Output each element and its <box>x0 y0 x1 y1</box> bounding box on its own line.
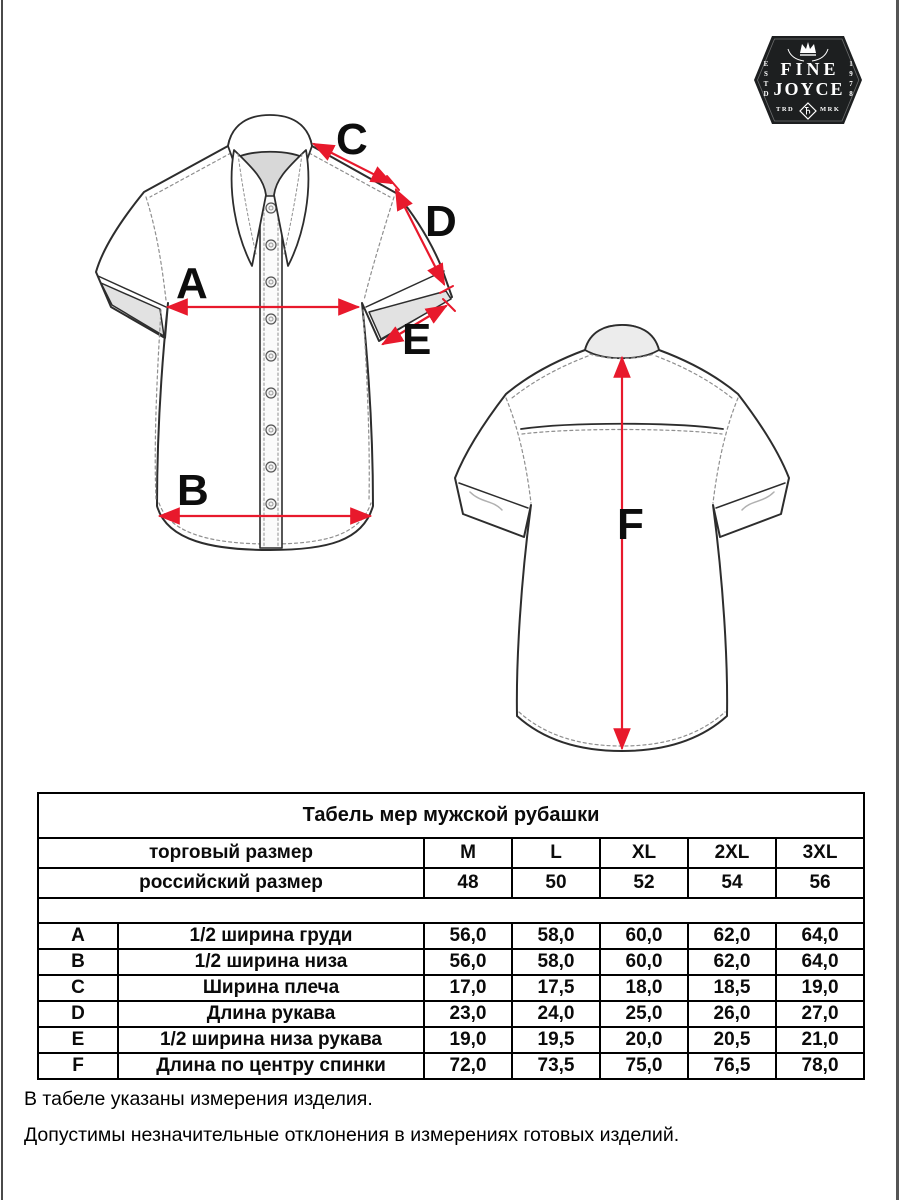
size-header-row <box>38 838 864 868</box>
measure-key: B <box>38 949 118 975</box>
measure-value: 72,0 <box>424 1053 512 1079</box>
footnote-line-2: Допустимы незначительные отклонения в измерениях готовых изделий. <box>24 1124 680 1147</box>
measure-name: 1/2 ширина груди <box>118 923 424 949</box>
table-title: Табель мер мужской рубашки <box>38 793 864 838</box>
measurement-row <box>38 1027 864 1053</box>
measurement-row <box>38 1001 864 1027</box>
measurement-row <box>38 923 864 949</box>
logo-estd: ESTD <box>762 60 770 100</box>
logo-mrk: MRK <box>820 106 841 113</box>
measure-value: 27,0 <box>776 1001 864 1027</box>
footnote-line-1: В табеле указаны измерения изделия. <box>24 1088 373 1110</box>
measure-value: 62,0 <box>688 923 776 949</box>
measure-value: 26,0 <box>688 1001 776 1027</box>
measure-value: 58,0 <box>512 923 600 949</box>
measure-name: 1/2 ширина низа <box>118 949 424 975</box>
size-value: 54 <box>688 868 776 898</box>
logo-name-bottom: JOYCE <box>773 79 845 99</box>
measure-value: 24,0 <box>512 1001 600 1027</box>
measure-value: 56,0 <box>424 949 512 975</box>
measure-value: 19,0 <box>776 975 864 1001</box>
measure-key: D <box>38 1001 118 1027</box>
measure-key: C <box>38 975 118 1001</box>
measure-value: 25,0 <box>600 1001 688 1027</box>
marker-B: B <box>177 466 209 515</box>
marker-C: C <box>336 115 368 164</box>
marker-D: D <box>425 197 457 246</box>
measure-value: 60,0 <box>600 949 688 975</box>
measure-value: 64,0 <box>776 923 864 949</box>
measure-value: 58,0 <box>512 949 600 975</box>
back-collar <box>585 325 659 358</box>
logo-trd: TRD <box>776 106 795 113</box>
size-table <box>37 792 865 1080</box>
spacer-row <box>38 898 864 923</box>
size-value: 56 <box>776 868 864 898</box>
size-value: L <box>512 838 600 868</box>
measure-value: 56,0 <box>424 923 512 949</box>
measure-value: 17,5 <box>512 975 600 1001</box>
measure-value: 20,5 <box>688 1027 776 1053</box>
marker-F: F <box>617 500 644 549</box>
measure-name: 1/2 ширина низа рукава <box>118 1027 424 1053</box>
measurement-row <box>38 949 864 975</box>
measurement-row <box>38 975 864 1001</box>
measure-value: 17,0 <box>424 975 512 1001</box>
measurement-row <box>38 1053 864 1079</box>
measure-value: 62,0 <box>688 949 776 975</box>
measure-value: 21,0 <box>776 1027 864 1053</box>
measure-value: 75,0 <box>600 1053 688 1079</box>
measure-value: 18,0 <box>600 975 688 1001</box>
marker-A: A <box>176 259 208 308</box>
size-value: 52 <box>600 868 688 898</box>
table-title-row <box>38 793 864 838</box>
measure-key: A <box>38 923 118 949</box>
size-value: 50 <box>512 868 600 898</box>
measure-value: 18,5 <box>688 975 776 1001</box>
size-row-label: торговый размер <box>38 838 424 868</box>
size-row-label: российский размер <box>38 868 424 898</box>
buttons <box>266 203 276 509</box>
measure-name: Длина по центру спинки <box>118 1053 424 1079</box>
spacer-cell <box>38 898 864 923</box>
measure-value: 19,5 <box>512 1027 600 1053</box>
size-value: M <box>424 838 512 868</box>
size-header-row <box>38 868 864 898</box>
logo-year: 1978 <box>847 60 855 100</box>
size-table-rows <box>38 793 864 1079</box>
footnotes <box>24 1086 679 1159</box>
size-value: XL <box>600 838 688 868</box>
size-value: 48 <box>424 868 512 898</box>
measure-value: 20,0 <box>600 1027 688 1053</box>
measure-value: 64,0 <box>776 949 864 975</box>
size-value: 2XL <box>688 838 776 868</box>
measure-value: 23,0 <box>424 1001 512 1027</box>
measure-value: 73,5 <box>512 1053 600 1079</box>
size-value: 3XL <box>776 838 864 868</box>
measure-value: 78,0 <box>776 1053 864 1079</box>
measure-name: Ширина плеча <box>118 975 424 1001</box>
measure-value: 76,5 <box>688 1053 776 1079</box>
measure-key: F <box>38 1053 118 1079</box>
logo-name-top: FINE <box>780 59 840 79</box>
measure-key: E <box>38 1027 118 1053</box>
marker-E: E <box>402 315 432 364</box>
measure-value: 60,0 <box>600 923 688 949</box>
measure-value: 19,0 <box>424 1027 512 1053</box>
measure-name: Длина рукава <box>118 1001 424 1027</box>
shirt-front-view <box>96 115 452 550</box>
